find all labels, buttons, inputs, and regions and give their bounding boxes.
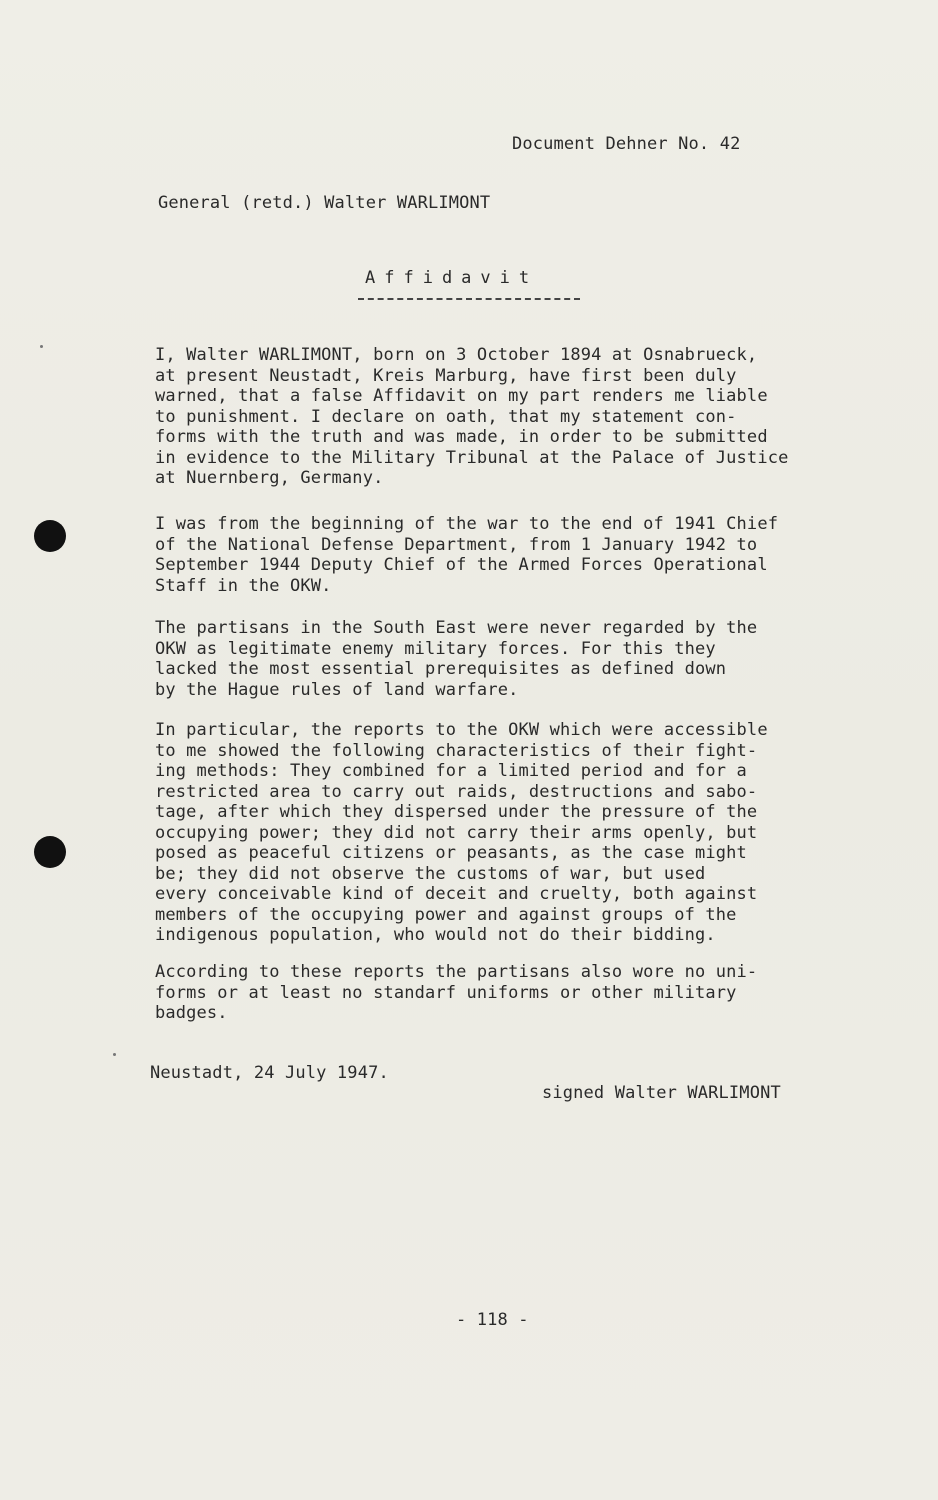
text-line: at Nuernberg, Germany. (155, 468, 384, 488)
text-line: members of the occupying power and against groups of the (155, 904, 737, 925)
place-date: Neustadt, 24 July 1947. (150, 1063, 389, 1083)
author-line: General (retd.) Walter WARLIMONT (158, 193, 491, 213)
text-line: badges. (155, 1003, 228, 1023)
text-line: tage, after which they dispersed under the pressure of the (155, 802, 758, 822)
paragraph-4 (155, 720, 895, 946)
text-line: lacked the most essential prerequisites as defined down (155, 659, 727, 679)
text-line: The partisans in the South East were never regarded by the (155, 618, 758, 638)
text-line: at present Neustadt, Kreis Marburg, have first been duly (155, 365, 737, 386)
text-line: in evidence to the Military Tribunal at the Palace of Justice (155, 447, 789, 468)
punch-hole (34, 836, 66, 868)
document-number: Document Dehner No. 42 (512, 134, 741, 154)
text-line: of the National Defense Department, from 1 January 1942 to (155, 534, 758, 555)
paragraph-2 (155, 514, 895, 596)
text-line: OKW as legitimate enemy military forces. For this they (155, 638, 716, 659)
text-line: September 1944 Deputy Chief of the Armed Forces Operational (155, 555, 768, 575)
text-line: According to these reports the partisans also wore no uni- (155, 962, 758, 982)
text-line: In particular, the reports to the OKW which were accessible (155, 720, 768, 740)
page-number: - 118 - (456, 1310, 529, 1330)
text-line: posed as peaceful citizens or peasants, as the case might (155, 843, 747, 863)
document-title: Affidavit (365, 268, 539, 288)
paper-speck (113, 1053, 116, 1056)
text-line: restricted area to carry out raids, destructions and sabo- (155, 781, 758, 802)
text-line: to me showed the following characteristics of their fight- (155, 740, 758, 761)
text-line: forms or at least no standarf uniforms or other military (155, 982, 737, 1003)
paragraph-1 (155, 345, 895, 489)
text-line: warned, that a false Affidavit on my part renders me liable (155, 386, 768, 406)
text-line: be; they did not observe the customs of war, but used (155, 863, 706, 884)
text-line: ing methods: They combined for a limited period and for a (155, 761, 747, 781)
punch-hole (34, 520, 66, 552)
text-line: occupying power; they did not carry their arms openly, but (155, 822, 758, 843)
text-line: to punishment. I declare on oath, that my statement con- (155, 406, 737, 427)
text-line: forms with the truth and was made, in order to be submitted (155, 427, 768, 447)
text-line: by the Hague rules of land warfare. (155, 679, 519, 700)
paragraph-5 (155, 962, 895, 1024)
signature-line: signed Walter WARLIMONT (542, 1083, 781, 1103)
text-line: I, Walter WARLIMONT, born on 3 October 1894 at Osnabrueck, (155, 345, 758, 365)
paragraph-3 (155, 618, 895, 700)
text-line: indigenous population, who would not do their bidding. (155, 925, 716, 945)
text-line: Staff in the OKW. (155, 575, 332, 596)
paper-speck (40, 345, 43, 348)
text-line: every conceivable kind of deceit and cruelty, both against (155, 884, 758, 904)
title-underline (358, 298, 580, 300)
text-line: I was from the beginning of the war to the end of 1941 Chief (155, 514, 779, 534)
